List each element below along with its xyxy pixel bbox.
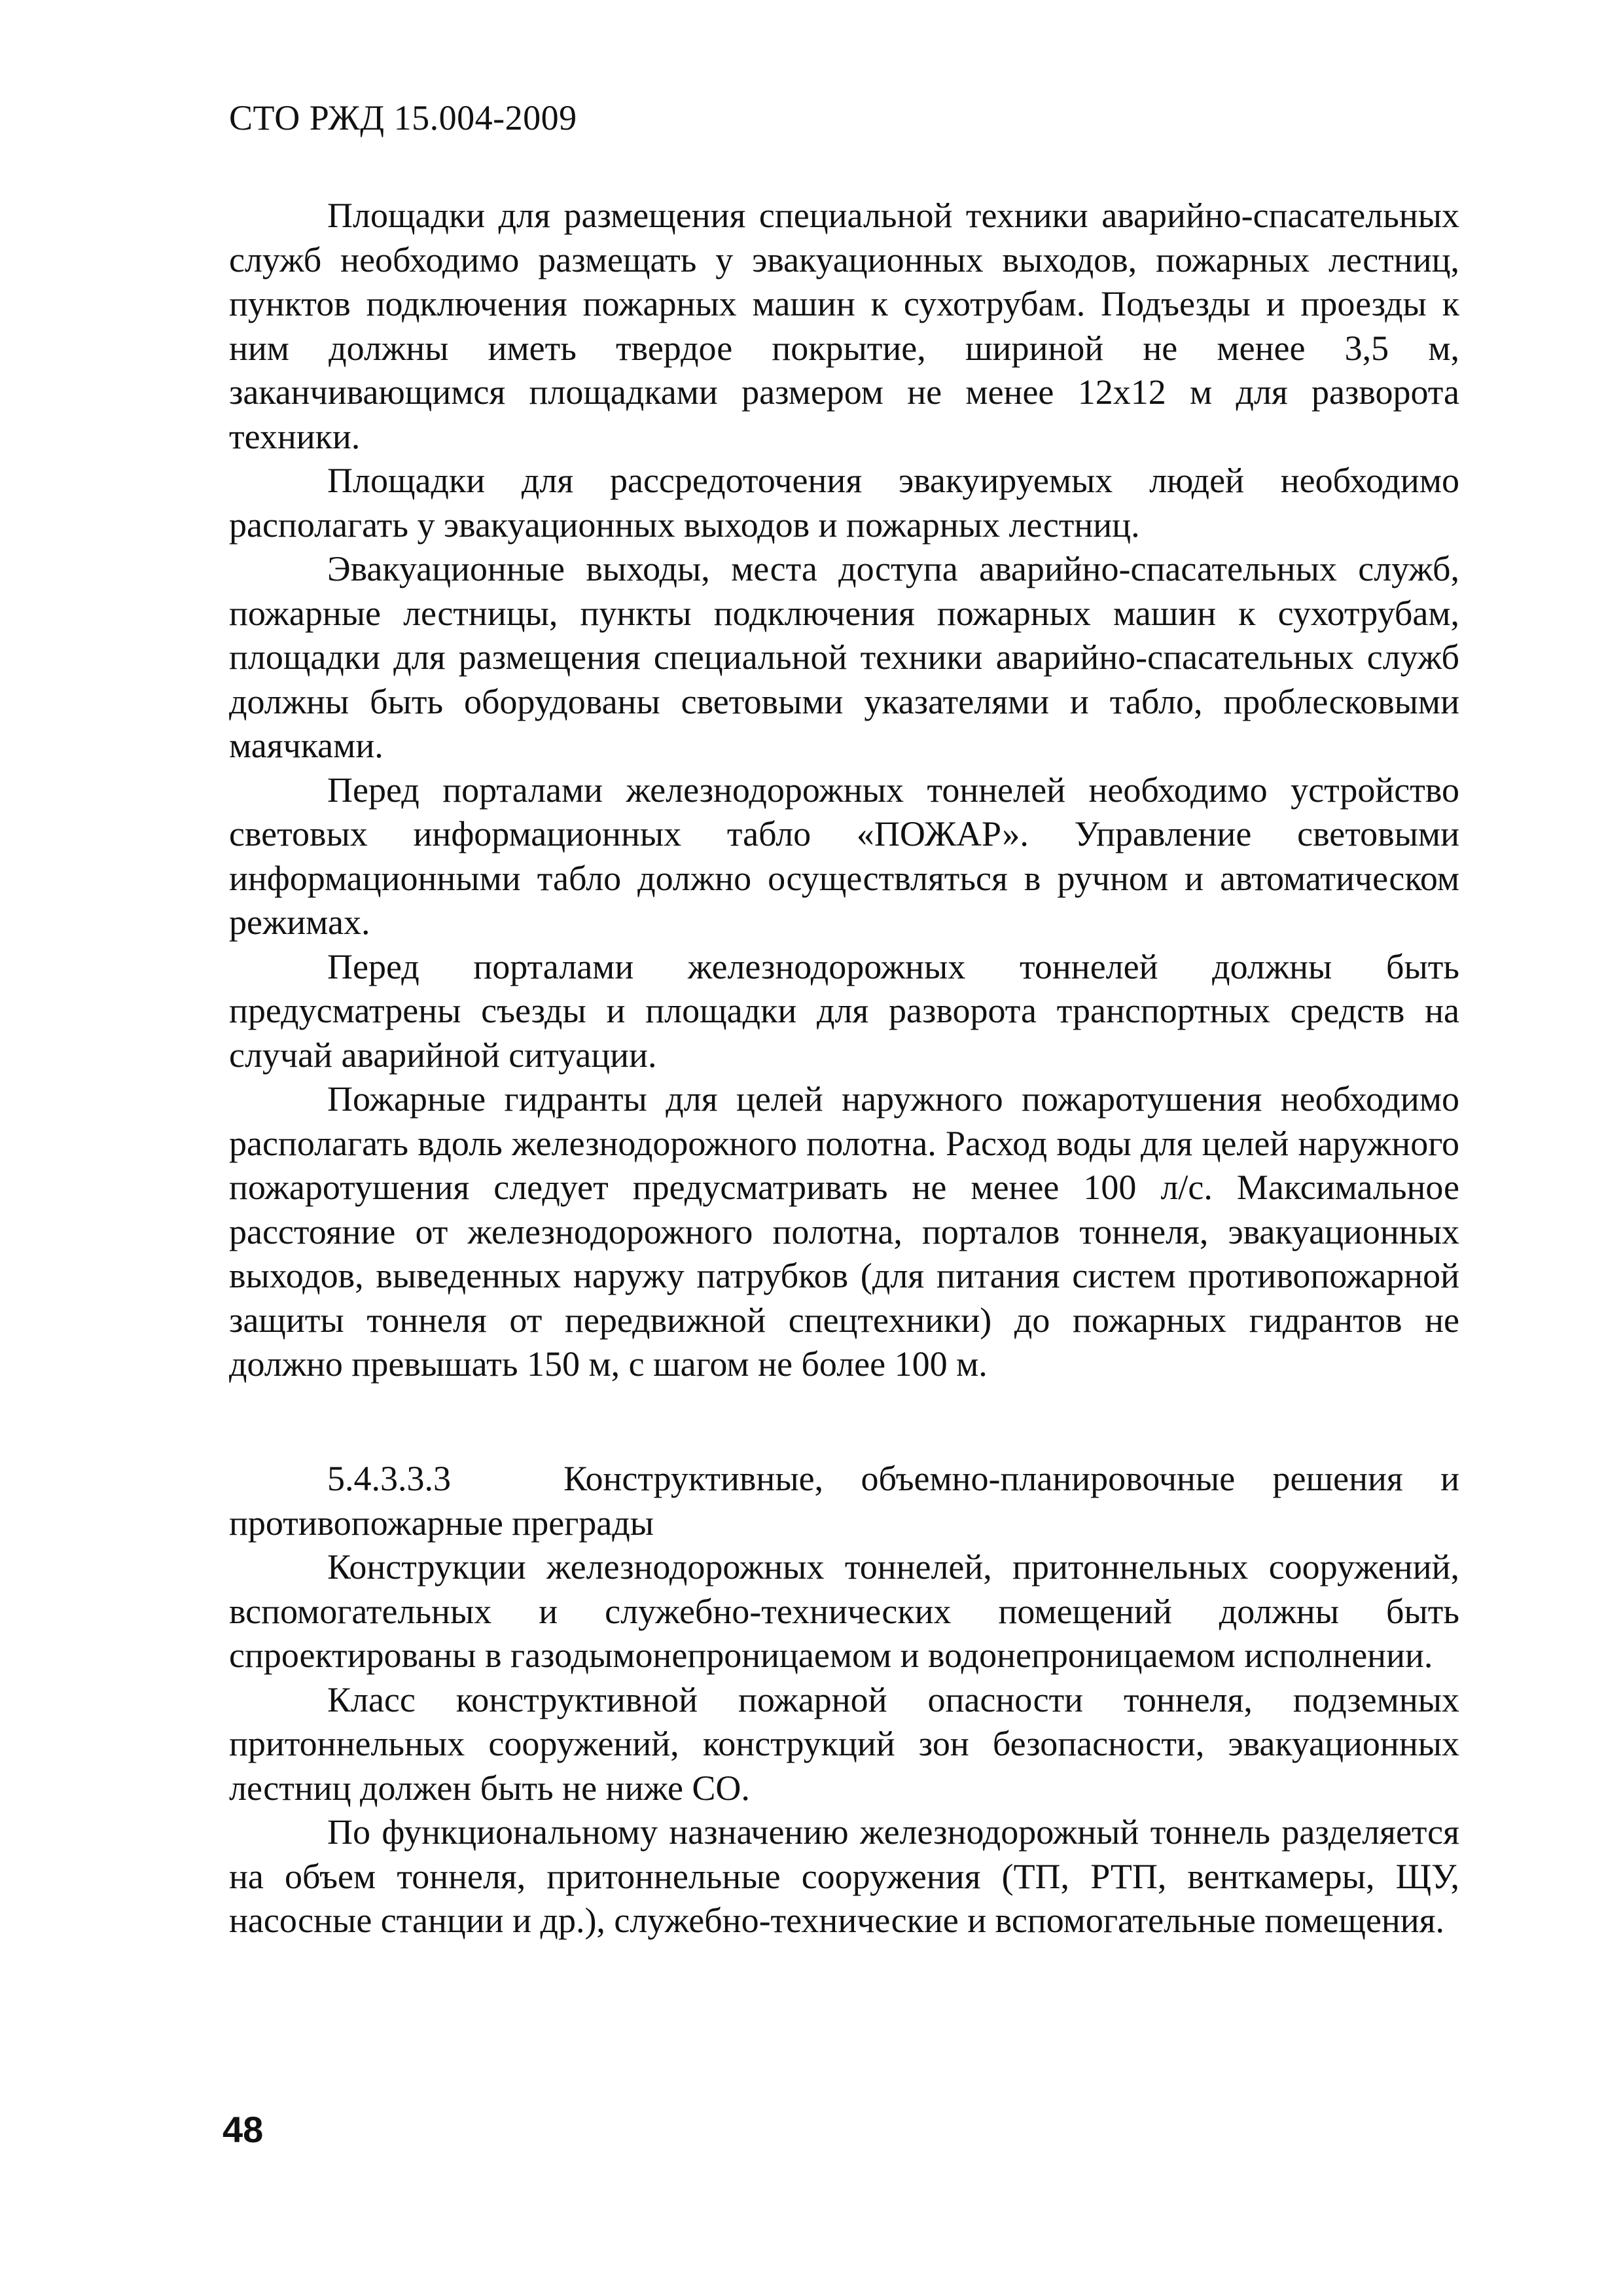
section-heading bbox=[229, 1457, 1459, 1545]
section-title: Конструктивные, объемно-планировочные решения и противопожарные преграды bbox=[229, 1459, 1459, 1543]
paragraph: Пожарные гидранты для целей наружного пожаротушения необходимо располагать вдоль железнодорожного полотна. Расход воды для целей наружного пожаротушения следует предусматривать не менее 100 л/с. Максимальное расстояние от железнодорожного полотна, порталов тоннеля, эвакуационных выходов, выведенных наружу патрубков (для питания систем противопожарной защиты тоннеля от передвижной спецтехники) до пожарных гидрантов не должно превышать 150 м, с шагом не более 100 м. bbox=[229, 1079, 1459, 1384]
paragraph: Площадки для рассредоточения эвакуируемых людей необходимо располагать у эвакуационных выходов и пожарных лестниц. bbox=[229, 461, 1459, 545]
paragraph: Перед порталами железнодорожных тоннелей необходимо устройство световых информационных табло «ПОЖАР». Управление световыми информационными табло должно осуществляться в ручном и автоматическом режимах. bbox=[229, 770, 1459, 942]
paragraph: Перед порталами железнодорожных тоннелей должны быть предусматрены съезды и площадки для разворота транспортных средств на случай аварийной ситуации. bbox=[229, 946, 1459, 1075]
paragraph: Эвакуационные выходы, места доступа аварийно-спасательных служб, пожарные лестницы, пункты подключения пожарных машин к сухотрубам, площадки для размещения специальной техники аварийно-спасательных служб должны быть оборудованы световыми указателями и табло, проблесковыми маячками. bbox=[229, 549, 1459, 765]
document-header: СТО РЖД 15.004-2009 bbox=[229, 98, 577, 137]
body-block-1 bbox=[229, 194, 1459, 1387]
paragraph: Конструкции железнодорожных тоннелей, притоннельных сооружений, вспомогательных и служебно-технических помещений должны быть спроектированы в газодымонепроницаемом и водонепроницаемом исполнении. bbox=[229, 1547, 1459, 1675]
section-number: 5.4.3.3.3 bbox=[327, 1459, 451, 1498]
paragraph: По функциональному назначению железнодорожный тоннель разделяется на объем тоннеля, притоннельные сооружения (ТП, РТП, венткамеры, ЩУ, насосные станции и др.), служебно-технические и вспомогательные помещения. bbox=[229, 1812, 1459, 1940]
body-block-2 bbox=[229, 1457, 1459, 1943]
paragraph: Площадки для размещения специальной техники аварийно-спасательных служб необходимо размещать у эвакуационных выходов, пожарных лестниц, пунктов подключения пожарных машин к сухотрубам. Подъезды и проезды к ним должны иметь твердое покрытие, шириной не менее 3,5 м, заканчивающимся площадками размером не менее 12х12 м для разворота техники. bbox=[229, 196, 1459, 456]
page-number: 48 bbox=[223, 2109, 264, 2150]
paragraph: Класс конструктивной пожарной опасности тоннеля, подземных притоннельных сооружений, конструкций зон безопасности, эвакуационных лестниц должен быть не ниже СО. bbox=[229, 1679, 1459, 1808]
